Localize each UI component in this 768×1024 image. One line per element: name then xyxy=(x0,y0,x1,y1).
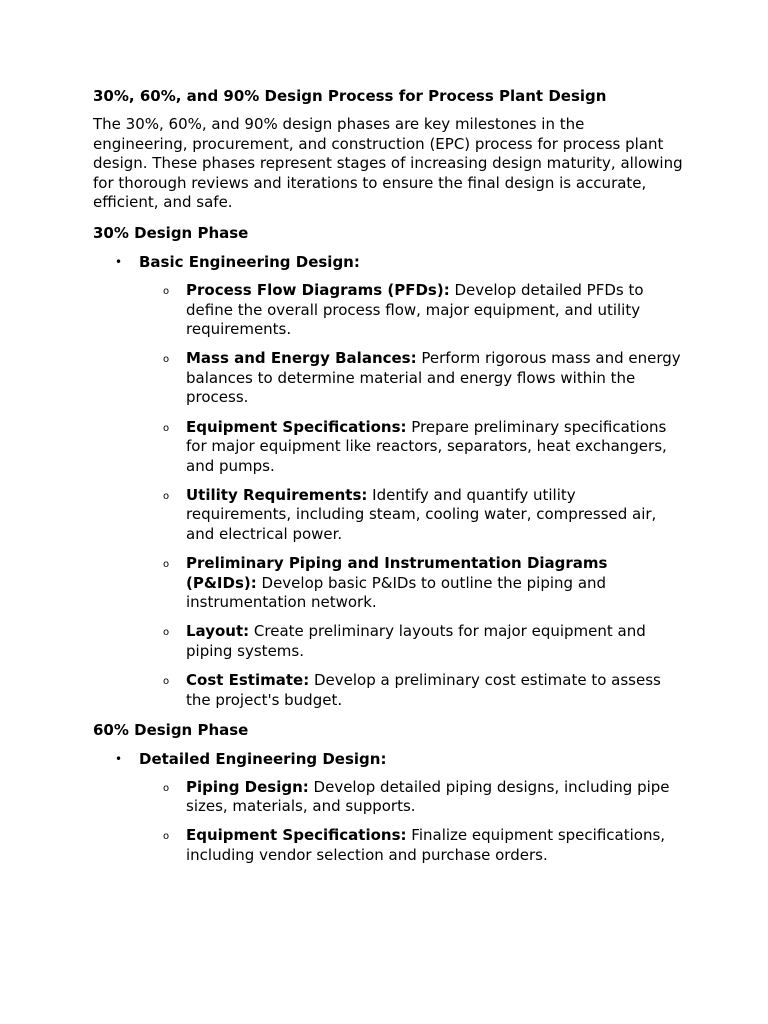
circle-bullet-icon: o xyxy=(163,627,170,639)
item-label: Layout: xyxy=(186,622,250,641)
list-item xyxy=(93,671,683,710)
intro-paragraph: The 30%, 60%, and 90% design phases are key milestones in the engineering, procurement, and construction (EPC) process for process plant design. These phases represent stages of increasing design maturity, allowing for thorough reviews and iterations to ensure the final design is accurate, efficient, and safe. xyxy=(93,115,683,212)
item-label: Cost Estimate: xyxy=(186,671,310,690)
item-label: Piping Design: xyxy=(186,777,309,796)
item-label: Utility Requirements: xyxy=(186,485,368,504)
item-label: Mass and Energy Balances: xyxy=(186,349,417,368)
bullet-item xyxy=(93,252,683,272)
circle-bullet-icon: o xyxy=(163,354,170,366)
list-item xyxy=(93,622,683,661)
item-text: Create preliminary layouts for major equipment and piping systems. xyxy=(186,622,646,660)
circle-bullet-icon: o xyxy=(163,422,170,434)
circle-bullet-icon: o xyxy=(163,831,170,843)
section-heading: 30% Design Phase xyxy=(93,223,249,242)
sub-list xyxy=(93,281,683,710)
document-title: 30%, 60%, and 90% Design Process for Process Plant Design xyxy=(93,87,607,105)
bullet-item xyxy=(93,749,683,769)
item-text: Identify and quantify utility requirements, including steam, cooling water, compressed air, and electrical power. xyxy=(186,485,657,543)
list-item xyxy=(93,778,683,817)
item-text: Perform rigorous mass and energy balances to determine material and energy flows within the process. xyxy=(186,349,681,407)
bullet-label: Detailed Engineering Design: xyxy=(139,749,387,768)
section-30-percent xyxy=(93,223,683,710)
list-item xyxy=(93,418,683,477)
item-label: Equipment Specifications: xyxy=(186,826,407,845)
item-label: Process Flow Diagrams (PFDs): xyxy=(186,280,450,299)
circle-bullet-icon: o xyxy=(163,676,170,688)
item-text: Develop detailed PFDs to define the overall process flow, major equipment, and utility requirements. xyxy=(186,280,644,339)
sub-list xyxy=(93,778,683,866)
bullet-icon: • xyxy=(115,751,123,766)
bullet-label: Basic Engineering Design: xyxy=(139,252,360,271)
list-item xyxy=(93,486,683,545)
section-60-percent xyxy=(93,720,683,866)
item-text: Prepare preliminary specifications for major equipment like reactors, separators, heat exchangers, and pumps. xyxy=(186,417,667,475)
list-item xyxy=(93,826,683,865)
circle-bullet-icon: o xyxy=(163,782,170,794)
list-item xyxy=(93,554,683,613)
circle-bullet-icon: o xyxy=(163,490,170,502)
item-text: Develop detailed piping designs, including pipe sizes, materials, and supports. xyxy=(186,777,670,816)
list-item xyxy=(93,281,683,340)
document-page xyxy=(93,86,683,875)
section-heading: 60% Design Phase xyxy=(93,720,249,739)
circle-bullet-icon: o xyxy=(163,285,170,297)
circle-bullet-icon: o xyxy=(163,559,170,571)
bullet-icon: • xyxy=(115,254,123,269)
item-label: Preliminary Piping and Instrumentation Diagrams (P&IDs): xyxy=(186,554,608,592)
item-label: Equipment Specifications: xyxy=(186,417,407,436)
item-text: Develop a preliminary cost estimate to assess the project's budget. xyxy=(186,671,661,709)
item-text: Finalize equipment specifications, including vendor selection and purchase orders. xyxy=(186,826,666,865)
item-text: Develop basic P&IDs to outline the piping and instrumentation network. xyxy=(186,573,607,612)
list-item xyxy=(93,349,683,408)
